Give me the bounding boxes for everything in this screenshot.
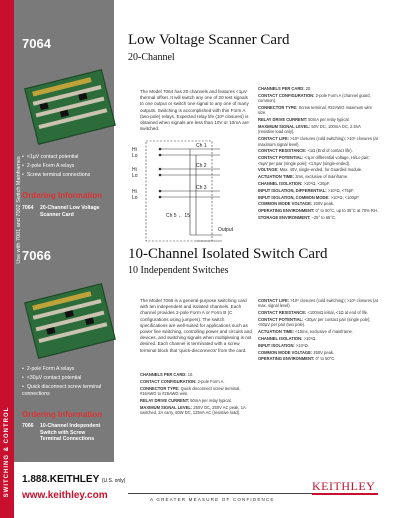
logo-underline bbox=[312, 493, 378, 495]
ordering-title-7066: Ordering Information bbox=[22, 410, 102, 419]
spec-value: –25° to 65°C. bbox=[311, 214, 337, 220]
spec-item bbox=[258, 329, 378, 334]
output-label: Output bbox=[218, 227, 234, 233]
spec-value: 50V DC, 100mA DC, 2.5VA (resistive load only). bbox=[258, 124, 361, 135]
spec-value: Screw terminal, #22AWG maximum wire size. bbox=[258, 105, 372, 116]
spec-key: VOLTAGE: bbox=[258, 167, 280, 173]
spec-value: <1µV differential voltage, Hi/Lo pair; <5µV per pair (single pole); <1.5µV (single-ended). bbox=[258, 155, 370, 166]
spec-value: 10. bbox=[187, 372, 194, 377]
spec-value: >10⁹Ω, <100pF. bbox=[330, 194, 360, 200]
spec-value: >10⁸ closures (cold switching); >10⁵ closures (at max. signal level). bbox=[258, 298, 378, 309]
spec-item bbox=[258, 167, 378, 172]
spec-value: 50mA per relay typical. bbox=[308, 117, 350, 123]
spec-key: COMMON MODE VOLTAGE: bbox=[258, 201, 314, 207]
order-desc: 20-Channel Low Voltage Scanner Card bbox=[40, 205, 100, 218]
spec-key: INPUT ISOLATION: bbox=[258, 342, 296, 348]
phone-number bbox=[22, 474, 125, 485]
spec-key: CONTACT CONFIGURATION: bbox=[140, 378, 198, 384]
spec-value: 250V peak. bbox=[313, 349, 335, 355]
spec-value: >10⁹Ω, <25pF. bbox=[303, 181, 330, 186]
tagline: A GREATER MEASURE OF CONFIDENCE bbox=[150, 497, 275, 502]
spec-item bbox=[258, 148, 378, 153]
category-label: SWITCHING & CONTROL bbox=[4, 406, 10, 498]
order-code: 7064 bbox=[22, 205, 34, 211]
spec-value: 250V DC, 250V AC peak, 1A switched, 2A carry, 60W DC, 125VA AC (resistive load). bbox=[140, 404, 246, 415]
ordering-title-7064: Ordering Information bbox=[22, 191, 102, 200]
spec-key: RELAY DRIVE CURRENT: bbox=[140, 397, 191, 403]
spec-item bbox=[258, 136, 378, 147]
spec-key: CONNECTOR TYPE: bbox=[140, 385, 181, 391]
spec-list-7066-right bbox=[258, 298, 378, 363]
spec-item bbox=[258, 174, 378, 179]
spec-key: CHANNELS PER CARD: bbox=[258, 86, 306, 91]
model-number-7064: 7064 bbox=[22, 36, 51, 51]
spec-item bbox=[140, 398, 252, 403]
spec-item bbox=[258, 124, 378, 135]
spec-value: >10⁹Ω. bbox=[295, 342, 309, 348]
spec-item bbox=[258, 336, 378, 341]
spec-value: Quick disconnect screw terminal, #16AWG to #26AWG wire. bbox=[140, 385, 241, 396]
row-label: Lo bbox=[132, 173, 138, 179]
spec-list-7066-left bbox=[140, 372, 252, 417]
spec-key: CONTACT POTENTIAL: bbox=[258, 155, 305, 161]
channel-label: Ch 2 bbox=[196, 163, 207, 169]
spec-list-7064 bbox=[258, 86, 378, 222]
spec-value: <15ms, exclusive of mainframe. bbox=[295, 329, 353, 335]
spec-value: <1Ω (End of contact life). bbox=[307, 148, 353, 154]
page-title-7064: Low Voltage Scanner Card bbox=[128, 32, 290, 48]
channel-label: Ch 3 bbox=[196, 185, 207, 191]
spec-key: CONTACT CONFIGURATION: bbox=[258, 92, 316, 98]
feature-item: • Quick disconnect screw terminal connections bbox=[22, 384, 112, 398]
spec-item bbox=[258, 343, 378, 348]
row-label: Lo bbox=[132, 195, 138, 201]
spec-item bbox=[258, 208, 378, 213]
website-link[interactable]: www.keithley.com bbox=[22, 490, 108, 501]
spec-item bbox=[258, 350, 378, 355]
feature-item: • 2-pole Form A relays bbox=[22, 366, 112, 373]
spec-key: CONTACT LIFE: bbox=[258, 298, 291, 303]
feature-list-7064 bbox=[22, 154, 112, 181]
feature-item: • Screw terminal connections bbox=[22, 172, 112, 179]
spec-item bbox=[258, 201, 378, 206]
spec-value: 50mA per relay typical. bbox=[190, 397, 232, 403]
keithley-logo: KEITHLEY bbox=[312, 479, 376, 493]
spec-item bbox=[140, 386, 252, 397]
page-title-7066: 10-Channel Isolated Switch Card bbox=[128, 246, 328, 262]
spec-value: 200V peak. bbox=[313, 201, 335, 207]
spec-key: MAXIMUM SIGNAL LEVEL: bbox=[258, 124, 312, 129]
spec-key: ACTUATION TIME: bbox=[258, 329, 296, 335]
spec-value: Max. 40V, single-ended, for Guarded module. bbox=[279, 167, 363, 173]
row-label: Hi bbox=[132, 147, 137, 153]
phone-note: (U.S. only) bbox=[101, 478, 126, 484]
order-desc: 10-Channel Independent Switch with Screw Terminal Connections bbox=[40, 423, 101, 442]
spec-value: 20. bbox=[305, 86, 312, 91]
spec-item bbox=[258, 195, 378, 200]
spec-key: CONNECTOR TYPE: bbox=[258, 105, 299, 110]
spec-item bbox=[258, 298, 378, 309]
spec-value: 0° to 50°C. bbox=[315, 356, 336, 362]
feature-list-7066 bbox=[22, 366, 112, 400]
subtitle-7066: 10 Independent Switches bbox=[128, 265, 229, 276]
feature-item: • <30µV contact potential bbox=[22, 375, 112, 382]
spec-item bbox=[258, 356, 378, 361]
spec-item bbox=[258, 181, 378, 186]
description-7064: The Model 7064 has 20 channels and features <1µV thermal offset. It will switch any one of 20 test signals to one output or switch one signal to any one of many outputs. Switching is accomplished with thin Form A (two-pole) relays. Expected relay life (10⁸ closures) is obtained when signals are less than 10V or 10mA are switched. bbox=[140, 89, 249, 132]
spec-key: INPUT ISOLATION, COMMON MODE: bbox=[258, 194, 331, 200]
spec-item bbox=[140, 379, 252, 384]
spec-key: ACTUATION TIME: bbox=[258, 174, 296, 180]
feature-item: • <1µV contact potential bbox=[22, 154, 112, 161]
spec-item bbox=[258, 86, 378, 91]
spec-item bbox=[258, 105, 378, 116]
description-7066: The Model 7066 is a general-purpose switching card with ten independent and isolated channels. Each channel provides 2-pole Form A or Form B (C configurations using jumpers). The switch specifications are well-suited for applications such as power line switching, controlling power and circuits and devices, and switching signals when multiplexing is not desired. Each channel is terminated with a screw terminal block that 'quick-disconnects' from the card. bbox=[140, 298, 252, 353]
row-label: Lo bbox=[132, 153, 138, 159]
spec-key: CHANNEL ISOLATION: bbox=[258, 336, 304, 341]
ordering-row-7066 bbox=[22, 423, 112, 443]
spec-item bbox=[258, 188, 378, 193]
spec-key: OPERATING ENVIRONMENT: bbox=[258, 208, 316, 214]
spec-key: INPUT ISOLATION, DIFFERENTIAL: bbox=[258, 187, 328, 193]
spec-key: COMMON MODE VOLTAGE: bbox=[258, 349, 314, 355]
spec-key: CHANNELS PER CARD: bbox=[140, 372, 188, 377]
row-label: Hi bbox=[132, 167, 137, 173]
category-strip bbox=[0, 0, 14, 518]
model-number-7066: 7066 bbox=[22, 248, 51, 263]
subtitle-7064: 20-Channel bbox=[128, 52, 175, 63]
spec-value: >10⁹Ω, <75pF. bbox=[327, 187, 355, 193]
spec-value: 2-pole Form A. bbox=[197, 378, 225, 384]
spec-key: STORAGE ENVIRONMENT: bbox=[258, 214, 312, 220]
spec-key: RELAY DRIVE CURRENT: bbox=[258, 117, 309, 123]
spec-key: CONTACT POTENTIAL: bbox=[258, 317, 305, 322]
spec-item bbox=[258, 117, 378, 122]
spec-value: 2-pole Form A (channel guard, common). bbox=[258, 92, 371, 104]
ordering-row-7064 bbox=[22, 205, 112, 218]
spec-item bbox=[140, 405, 252, 416]
mainframe-note: Use with 7001 and 7002 Switch Mainframes bbox=[16, 156, 22, 264]
spec-value: 0° to 50°C, up to 35°C at 70% RH. bbox=[315, 208, 378, 214]
spec-item bbox=[140, 372, 252, 377]
schematic-diagram-7064 bbox=[130, 139, 240, 247]
spec-item bbox=[258, 215, 378, 220]
row-label: Hi bbox=[132, 189, 137, 195]
spec-key: CONTACT LIFE: bbox=[258, 136, 291, 142]
spec-value: >10⁹Ω. bbox=[303, 336, 317, 341]
channel-range-label: Ch 5 ← 15 bbox=[166, 213, 190, 219]
spec-item bbox=[258, 155, 378, 166]
spec-item bbox=[258, 93, 378, 104]
spec-key: CONTACT RESISTANCE: bbox=[258, 310, 308, 316]
spec-value: >10⁸ closures (cold switching); >10⁶ closures (at maximum signal level). bbox=[258, 136, 378, 147]
spec-key: CHANNEL ISOLATION: bbox=[258, 181, 304, 186]
feature-item: • 2-pole Form A relays bbox=[22, 163, 112, 170]
spec-value: <100mΩ initial, <1Ω at end of life. bbox=[307, 310, 369, 316]
spec-item bbox=[258, 310, 378, 315]
spec-item bbox=[258, 317, 378, 328]
spec-key: OPERATING ENVIRONMENT: bbox=[258, 356, 316, 362]
spec-key: MAXIMUM SIGNAL LEVEL: bbox=[140, 404, 194, 410]
phone-text: 1.888.KEITHLEY bbox=[22, 474, 100, 485]
spec-value: <30µV per contact pair (single pole); <60µV per pair (two pole). bbox=[258, 317, 371, 328]
channel-label: Ch 1 bbox=[196, 143, 207, 149]
spec-value: 3ms, exclusive of mainframe. bbox=[295, 174, 349, 180]
spec-key: CONTACT RESISTANCE: bbox=[258, 148, 308, 154]
order-code: 7066 bbox=[22, 423, 34, 429]
